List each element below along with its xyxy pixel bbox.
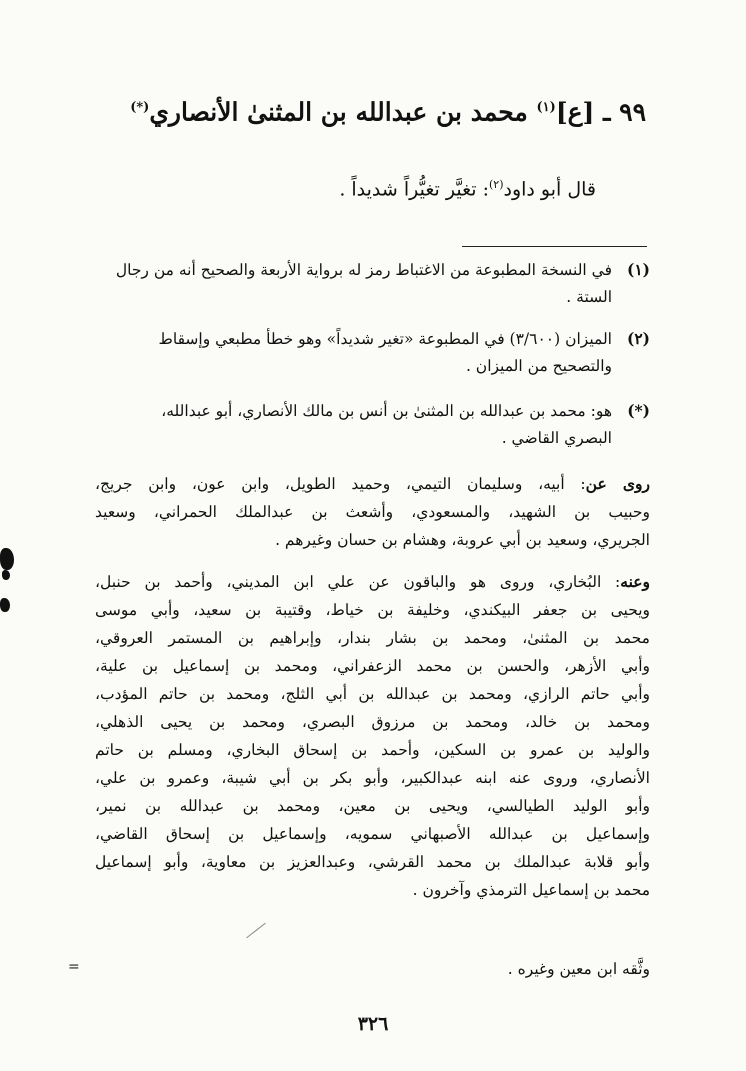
narrated-from-section	[95, 470, 650, 554]
quote-text: : تغيَّر تغيُّراً شديداً .	[339, 178, 489, 201]
scan-speck	[0, 548, 14, 570]
scan-speck	[2, 570, 10, 580]
students-line-4: وأبي الأزهر، والحسن بن محمد الزعفراني، ومحمد بن إسماعيل بن علية،	[95, 657, 650, 675]
footnote-2-line1: (٢)الميزان (٣/٦٠٠) في المطبوعة «تغير شديداً» وهو خطأ مطبعي وإسقاط	[159, 330, 650, 348]
students-line-3: محمد بن المثنىٰ، ومحمد بن بشار بندار، وإبراهيم بن المستمر العروقي،	[95, 629, 650, 647]
students-section	[95, 568, 650, 904]
students-line-11: وأبو قلابة عبدالملك بن محمد القرشي، وعبدالعزيز بن معاوية، وأبو إسماعيل	[95, 853, 650, 871]
abu-dawud-quote	[96, 170, 596, 204]
footnote-star-marker: (*)	[627, 401, 650, 420]
footnote-1-line2: الستة .	[566, 288, 612, 306]
students-line-9: وأبو الوليد الطيالسي، ويحيى بن معين، ومحمد بن عبدالله بن نمير،	[95, 797, 650, 815]
tawthiq-line: وثَّقه ابن معين وغيره .	[507, 960, 650, 978]
students-line-10: وإسماعيل بن عبدالله الأصبهاني سمويه، وإسماعيل بن إسحاق القاضي،	[95, 825, 650, 843]
narrated-from-line-1: روى عن: أبيه، وسليمان التيمي، وحميد الطويل، وابن عون، وابن جريج،	[95, 474, 651, 493]
students-line-2: ويحيى بن جعفر البيكندي، وخليفة بن خياط، وقتيبة بن سعيد، وأبي موسى	[95, 601, 650, 619]
footnote-1-marker: (١)	[626, 260, 650, 279]
quote-speaker: قال أبو داود	[503, 178, 596, 201]
quote-footnote-ref[interactable]: (٢)	[488, 178, 504, 191]
footnote-star-line1: (*)هو: محمد بن عبدالله بن المثنىٰ بن أنس بن مالك الأنصاري، أبو عبدالله،	[161, 402, 650, 420]
narrator-name: محمد بن عبدالله بن المثنىٰ الأنصاري	[149, 97, 528, 127]
footnote-star	[95, 397, 650, 452]
entry-tag: [ع]	[555, 97, 595, 127]
students-line-6: ومحمد بن خالد، ومحمد بن مرزوق البصري، ومحمد بن يحيى الذهلي،	[95, 713, 650, 731]
students-line-12: محمد بن إسماعيل الترمذي وآخرون .	[412, 881, 650, 899]
footnote-1	[95, 256, 650, 311]
narrated-from-line-2: وحبيب بن الشهيد، والمسعودي، وأشعث بن عبدالملك الحمراني، وسعيد	[95, 503, 650, 521]
students-line-1: وعنه: البُخاري، وروى هو والباقون عن علي ابن المديني، وأحمد بن حنبل،	[95, 572, 650, 591]
students-line-8: الأنصاري، وروى عنه ابنه عبدالكبير، وأبو بكر بن أبي شيبة، وعمرو بن علي،	[95, 769, 650, 787]
footnote-separator	[462, 246, 647, 247]
footnote-star-line2: البصري القاضي .	[501, 429, 612, 447]
page-number: ٣٢٦	[357, 1013, 389, 1035]
tag-footnote-ref[interactable]: (١)	[536, 100, 556, 115]
students-line-7: والوليد بن عمرو بن السكين، وأحمد بن إسحاق البخاري، ومسلم بن حاتم	[95, 741, 650, 759]
students-line-5: وأبي حاتم الرازي، ومحمد بن عبدالله بن أبي الثلج، ومحمد بن حاتم المؤدب،	[95, 685, 650, 703]
scan-speck	[0, 598, 10, 612]
narrated-from-line-3: الجريري، وسعيد بن أبي عروبة، وهشام بن حسان وغيرهم .	[275, 531, 650, 549]
narrated-from-lead: روى عن	[585, 474, 651, 493]
name-footnote-ref[interactable]: (*)	[130, 100, 150, 115]
footnote-2	[95, 325, 650, 380]
footnote-2-line2: والتصحيح من الميزان .	[465, 357, 612, 375]
pen-mark	[246, 923, 266, 939]
entry-heading	[86, 88, 646, 132]
students-lead: وعنه	[620, 572, 650, 591]
footnote-1-line1: (١)في النسخة المطبوعة من الاغتباط رمز له برواية الأربعة والصحيح أنه من رجال	[116, 261, 650, 279]
footnote-2-marker: (٢)	[626, 329, 650, 348]
entry-number: ٩٩ ـ	[603, 97, 646, 127]
margin-mark: =	[68, 959, 80, 975]
